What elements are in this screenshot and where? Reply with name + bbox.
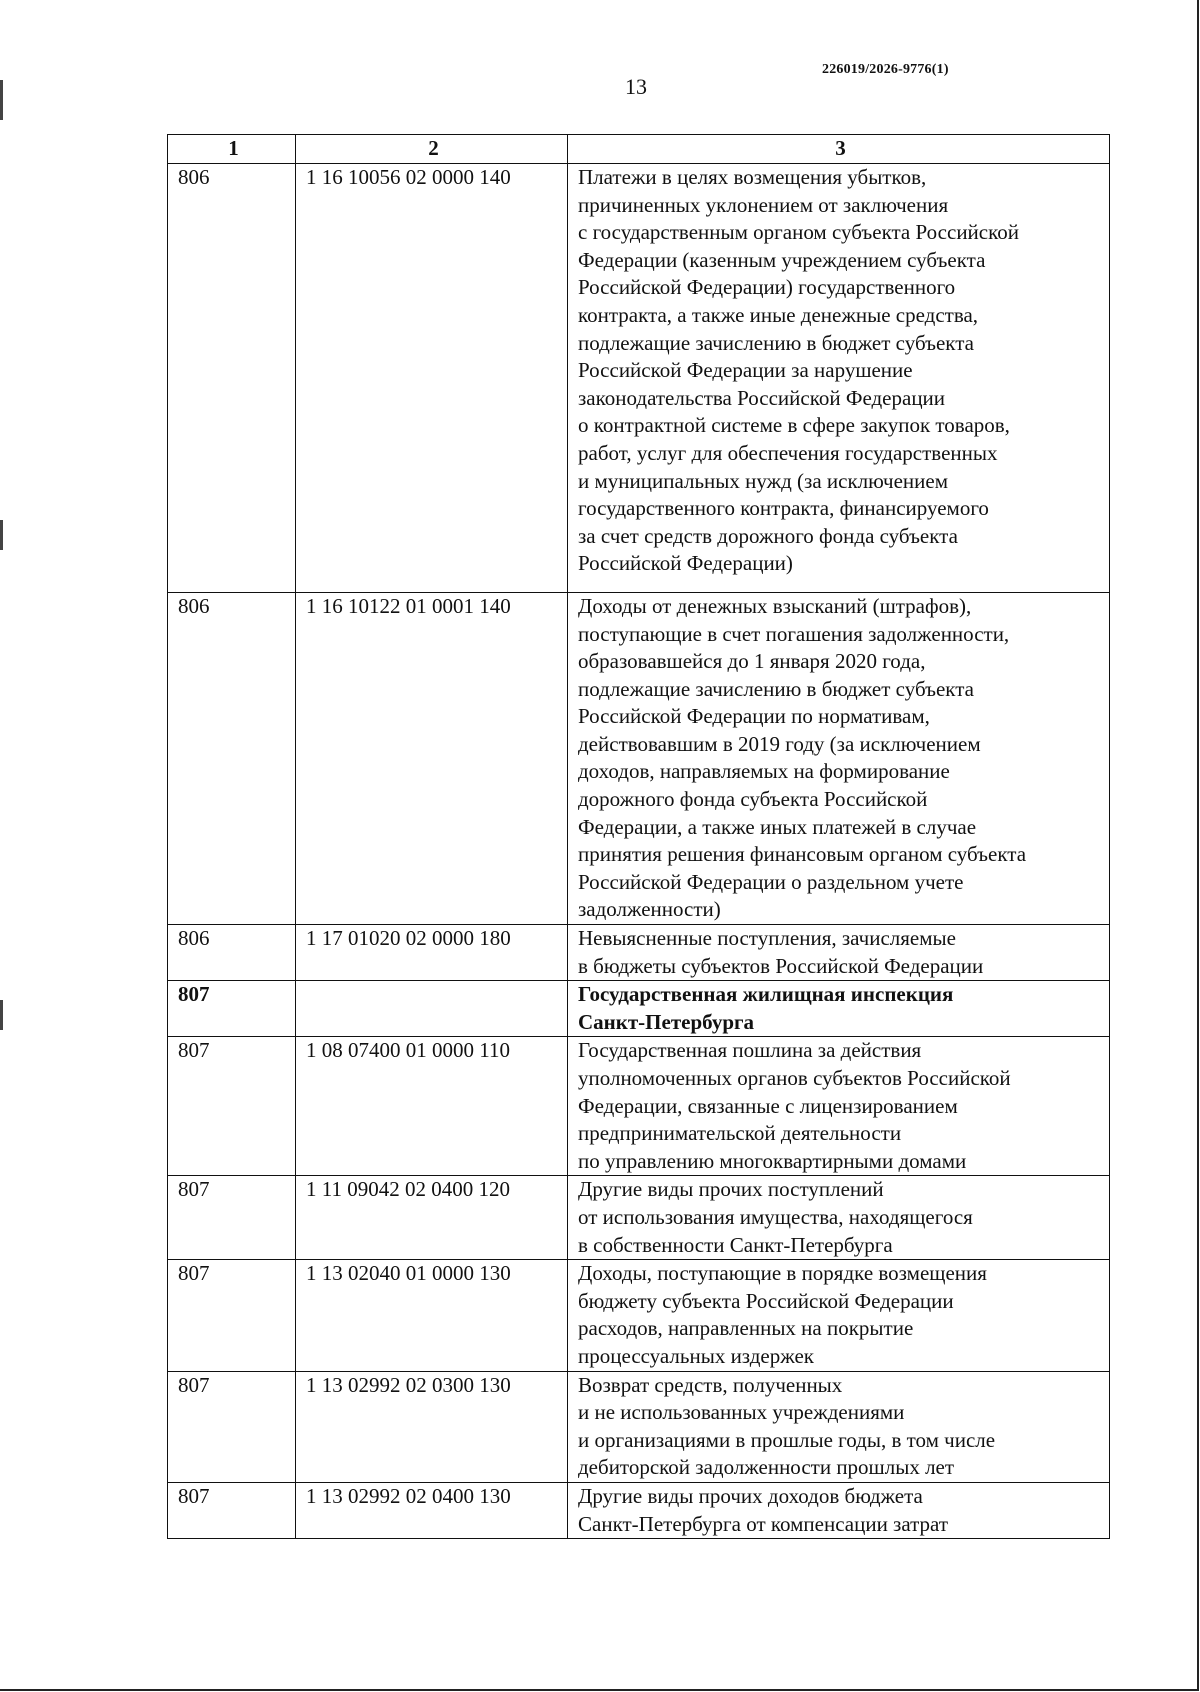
revenue-name-line [578,578,1103,592]
admin-code-cell: 807 [168,1482,296,1538]
table-row [168,164,1110,593]
revenue-name-line: Федерации (казенным учреждением субъекта [578,247,986,272]
table-row [168,925,1110,981]
budget-classification-code-cell: 1 11 09042 02 0400 120 [296,1176,568,1260]
budget-classification-code-cell: 1 13 02992 02 0300 130 [296,1371,568,1482]
revenue-name-line: образовавшейся до 1 января 2020 года, [578,649,926,674]
revenue-name-line: принятия решения финансовым органом субъекта [578,842,1027,867]
revenue-name-cell [568,592,1110,924]
admin-code-cell: 806 [168,592,296,924]
revenue-name-line: Государственная пошлина за действия [578,1038,922,1063]
table-header-row [168,135,1110,164]
revenue-name-line: и не использованных учреждениями [578,1400,905,1425]
revenue-name-line: предпринимательской деятельности [578,1121,902,1146]
revenue-name-line: государственного контракта, финансируемого [578,496,989,521]
scan-edge-mark [0,520,3,550]
revenue-name-line: Российской Федерации за нарушение [578,358,913,383]
admin-code-cell: 807 [168,981,296,1037]
table-row [168,592,1110,924]
budget-classification-code-cell: 1 17 01020 02 0000 180 [296,925,568,981]
table-row [168,1037,1110,1176]
revenue-name-cell [568,164,1110,593]
revenue-name-line: Государственная жилищная инспекция [578,982,954,1007]
column-header: 3 [568,135,1110,164]
revenue-name-line: Другие виды прочих поступлений [578,1177,884,1202]
revenue-name-line: Санкт-Петербурга [578,1009,755,1034]
revenue-name-line: задолженности) [578,897,721,922]
admin-code-cell: 807 [168,1371,296,1482]
scan-edge-mark [0,1000,3,1030]
revenue-name-line: Другие виды прочих доходов бюджета [578,1483,923,1508]
revenue-name-line: законодательства Российской Федерации [578,385,946,410]
revenue-name-line: Российской Федерации) [578,551,793,576]
revenue-name-line: Российской Федерации) государственного [578,275,956,300]
revenue-name-cell [568,1482,1110,1538]
admin-code-cell: 807 [168,1260,296,1371]
admin-code-cell: 806 [168,164,296,593]
revenue-name-line: от использования имущества, находящегося [578,1204,973,1229]
revenue-name-line: уполномоченных органов субъектов Российской [578,1066,1011,1090]
revenue-name-line: поступающие в счет погашения задолженности, [578,621,1010,646]
revenue-name-line: процессуальных издержек [578,1343,814,1368]
revenue-name-line: дорожного фонда субъекта Российской [578,787,928,812]
revenue-name-line: по управлению многоквартирными домами [578,1148,967,1173]
revenue-name-line: и организациями в прошлые годы, в том числе [578,1427,996,1452]
revenue-name-line: Доходы, поступающие в порядке возмещения [578,1261,987,1286]
admin-code-cell: 807 [168,1037,296,1176]
revenue-name-cell [568,1176,1110,1260]
budget-classification-code-cell: 1 16 10056 02 0000 140 [296,164,568,593]
revenue-name-line: за счет средств дорожного фонда субъекта [578,523,958,548]
admin-code-cell: 807 [168,1176,296,1260]
revenue-name-line: действовавшим в 2019 году (за исключением [578,731,981,756]
budget-classification-code-cell: 1 13 02040 01 0000 130 [296,1260,568,1371]
revenue-name-cell [568,1037,1110,1176]
revenue-name-cell [568,925,1110,981]
column-header: 2 [296,135,568,164]
revenue-name-cell [568,1260,1110,1371]
admin-code-cell: 806 [168,925,296,981]
table-row [168,1176,1110,1260]
budget-classification-code-cell [296,981,568,1037]
revenue-name-cell [568,981,1110,1037]
revenue-name-line: Федерации, а также иных платежей в случае [578,814,977,839]
revenue-name-line: доходов, направляемых на формирование [578,759,950,784]
column-header: 1 [168,135,296,164]
revenue-name-line: Российской Федерации по нормативам, [578,704,930,729]
revenue-name-line: Возврат средств, полученных [578,1372,843,1397]
scan-edge-mark [0,80,3,120]
table-body [168,164,1110,1539]
budget-classification-code-cell: 1 16 10122 01 0001 140 [296,592,568,924]
revenue-name-line: Невыясненные поступления, зачисляемые [578,926,956,951]
revenue-codes-table [167,134,1110,1539]
revenue-name-line: бюджету субъекта Российской Федерации [578,1288,954,1313]
revenue-name-line: Платежи в целях возмещения убытков, [578,165,927,189]
revenue-name-line: в бюджеты субъектов Российской Федерации [578,953,984,978]
revenue-name-line: контракта, а также иные денежные средства, [578,302,979,327]
table-row [168,981,1110,1037]
revenue-name-line: с государственным органом субъекта Российской [578,220,1019,245]
revenue-name-line: Федерации, связанные с лицензированием [578,1093,958,1118]
page-number: 13 [625,74,647,99]
revenue-name-line: и муниципальных нужд (за исключением [578,468,948,493]
table-row [168,1482,1110,1538]
budget-classification-code-cell: 1 08 07400 01 0000 110 [296,1037,568,1176]
revenue-name-line: расходов, направленных на покрытие [578,1316,914,1341]
table-row [168,1371,1110,1482]
document-code: 226019/2026-9776(1) [822,62,949,77]
revenue-name-cell [568,1371,1110,1482]
revenue-name-line: подлежащие зачислению в бюджет субъекта [578,330,974,355]
revenue-name-line: работ, услуг для обеспечения государственных [578,440,998,465]
revenue-name-line: подлежащие зачислению в бюджет субъекта [578,676,974,701]
revenue-name-line: о контрактной системе в сфере закупок товаров, [578,413,1010,438]
revenue-name-line: причиненных уклонением от заключения [578,192,949,217]
revenue-name-line: дебиторской задолженности прошлых лет [578,1455,955,1480]
budget-classification-code-cell: 1 13 02992 02 0400 130 [296,1482,568,1538]
table-row [168,1260,1110,1371]
revenue-name-line: в собственности Санкт-Петербурга [578,1232,893,1257]
revenue-name-line: Российской Федерации о раздельном учете [578,869,964,894]
revenue-name-line: Доходы от денежных взысканий (штрафов), [578,593,972,618]
revenue-name-line: Санкт-Петербурга от компенсации затрат [578,1511,949,1536]
